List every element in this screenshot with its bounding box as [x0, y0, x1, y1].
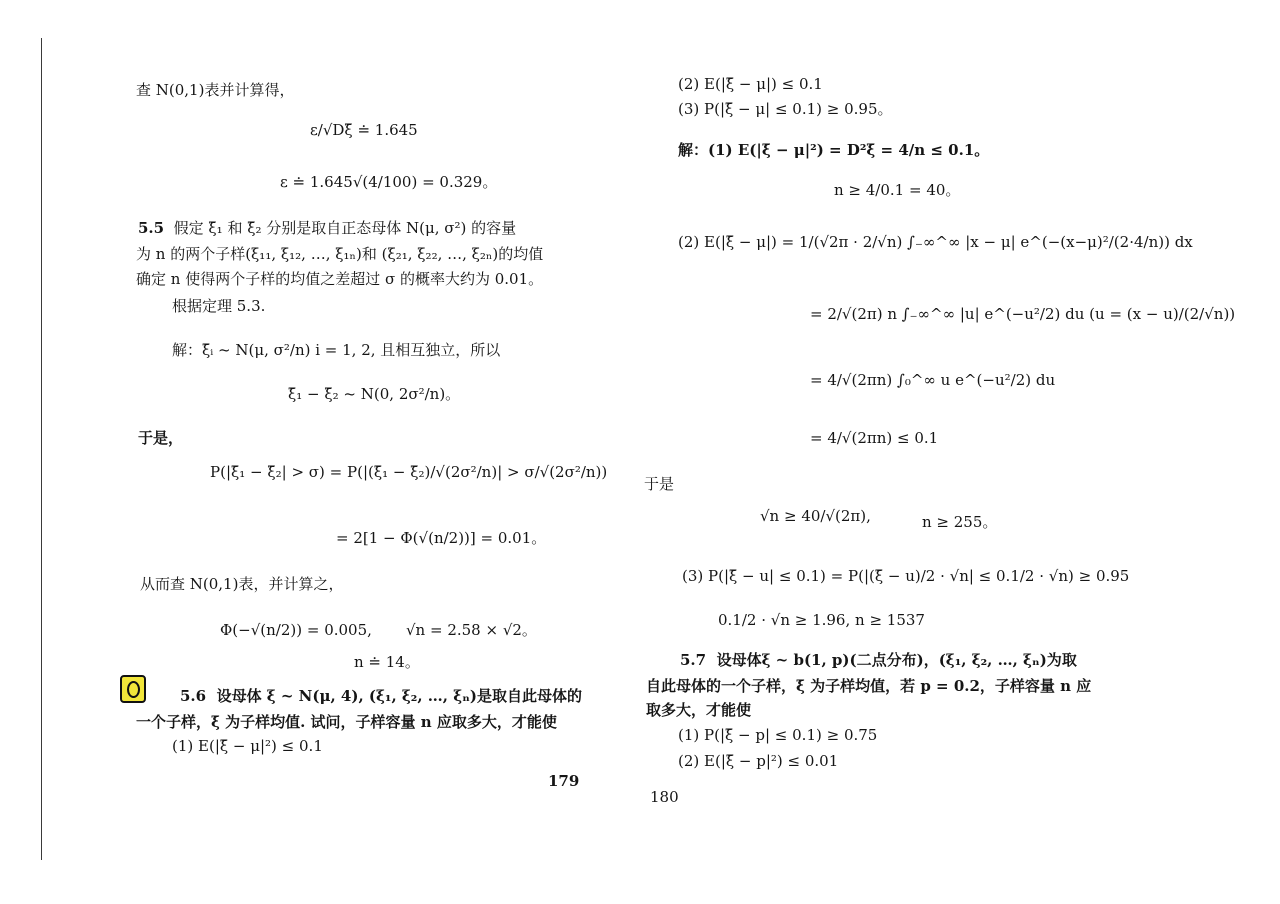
text-line: 自此母体的一个子样，ξ̄ 为子样均值，若 p = 0.2，子样容量 n 应: [646, 677, 1092, 695]
problem-text: 设母体 ξ ~ N(μ, 4), (ξ₁, ξ₂, …, ξₙ)是取自此母体的: [216, 687, 582, 705]
equation: n ≐ 14。: [354, 653, 420, 671]
text-line: (1) E(|ξ̄ − μ|²) ≤ 0.1: [172, 737, 323, 755]
text-line: 取多大，才能使: [646, 701, 752, 719]
equation: = 2/√(2π) n ∫₋∞^∞ |u| e^(−u²/2) du (u = (x − u)/(2/√n)): [810, 305, 1236, 323]
equation: 0.1/2 · √n ≥ 1.96, n ≥ 1537: [718, 611, 925, 629]
equation: √n ≥ 40/√(2π),: [760, 507, 871, 525]
text-line: 于是，: [138, 429, 184, 447]
equation: (3) P(|ξ̄ − u| ≤ 0.1) = P(|(ξ̄ − u)/2 · √n| ≤ 0.1/2 · √n) ≥ 0.95: [682, 567, 1130, 585]
equation: n ≥ 4/0.1 = 40。: [834, 181, 961, 199]
text-line: 为 n 的两个子样(ξ₁₁, ξ₁₂, …, ξ₁ₙ)和 (ξ₂₁, ξ₂₂, …, ξ₂ₙ)的均值: [136, 245, 544, 263]
page-number: 180: [650, 788, 679, 806]
text-line: (3) P(|ξ̄ − μ| ≤ 0.1) ≥ 0.95。: [678, 100, 893, 118]
text-line: 于是: [644, 475, 675, 493]
text-line: (1) P(|ξ̄ − p| ≤ 0.1) ≥ 0.75: [678, 726, 878, 744]
page-number: 179: [548, 772, 580, 790]
text-line: 根据定理 5.3.: [172, 297, 266, 315]
text-line: 确定 n 使得两个子样的均值之差超过 σ 的概率大约为 0.01。: [136, 270, 544, 288]
equation: ε ≐ 1.645√(4/100) = 0.329。: [280, 173, 498, 191]
equation: Φ(−√(n/2)) = 0.005,: [220, 621, 372, 639]
equation: ε/√Dξ̄ ≐ 1.645: [310, 121, 418, 139]
equation: n ≥ 255。: [922, 513, 998, 531]
equation: ξ̄₁ − ξ̄₂ ~ N(0, 2σ²/n)。: [288, 385, 461, 403]
bookmark-highlight-icon: [120, 675, 146, 703]
problem-number: 5.6: [180, 687, 207, 705]
equation: = 4/√(2πn) ∫₀^∞ u e^(−u²/2) du: [810, 371, 1056, 389]
problem-5-5: [138, 218, 516, 238]
problem-number: 5.5: [138, 219, 165, 237]
text-line: (2) E(|ξ̄ − μ|) ≤ 0.1: [678, 75, 823, 93]
equation: √n = 2.58 × √2。: [406, 621, 537, 639]
equation: (2) E(|ξ̄ − μ|) = 1/(√2π · 2/√n) ∫₋∞^∞ |x − μ| e^(−(x−μ)²/(2·4/n)) dx: [678, 233, 1193, 251]
problem-text: 设母体ξ ~ b(1, p)(二点分布)，(ξ₁, ξ₂, …, ξₙ)为取: [716, 651, 1077, 669]
text-line: (2) E(|ξ̄ − p|²) ≤ 0.01: [678, 752, 839, 770]
equation: = 4/√(2πn) ≤ 0.1: [810, 429, 939, 447]
text-line: 一个子样，ξ̄ 为子样均值. 试问，子样容量 n 应取多大，才能使: [136, 713, 557, 731]
binding-line: [41, 38, 42, 860]
problem-text: 假定 ξ̄₁ 和 ξ̄₂ 分别是取自正态母体 N(μ, σ²) 的容量: [173, 219, 517, 237]
equation: = 2[1 − Φ(√(n/2))] = 0.01。: [336, 529, 547, 547]
problem-5-7: [680, 650, 1077, 670]
text-line: 从而查 N(0,1)表，并计算之，: [140, 575, 344, 593]
problem-5-6: [180, 686, 582, 706]
solution-line: 解：ξ̄ᵢ ~ N(μ, σ²/n) i = 1, 2, 且相互独立，所以: [172, 341, 501, 359]
problem-number: 5.7: [680, 651, 707, 669]
equation: P(|ξ̄₁ − ξ̄₂| > σ) = P(|(ξ̄₁ − ξ̄₂)/√(2σ²/n)| > σ/√(2σ²/n)): [210, 463, 608, 481]
solution-line: 解：(1) E(|ξ̄ − μ|²) = D²ξ̄ = 4/n ≤ 0.1。: [678, 141, 990, 159]
text-line: 查 N(0,1)表并计算得，: [136, 81, 295, 99]
